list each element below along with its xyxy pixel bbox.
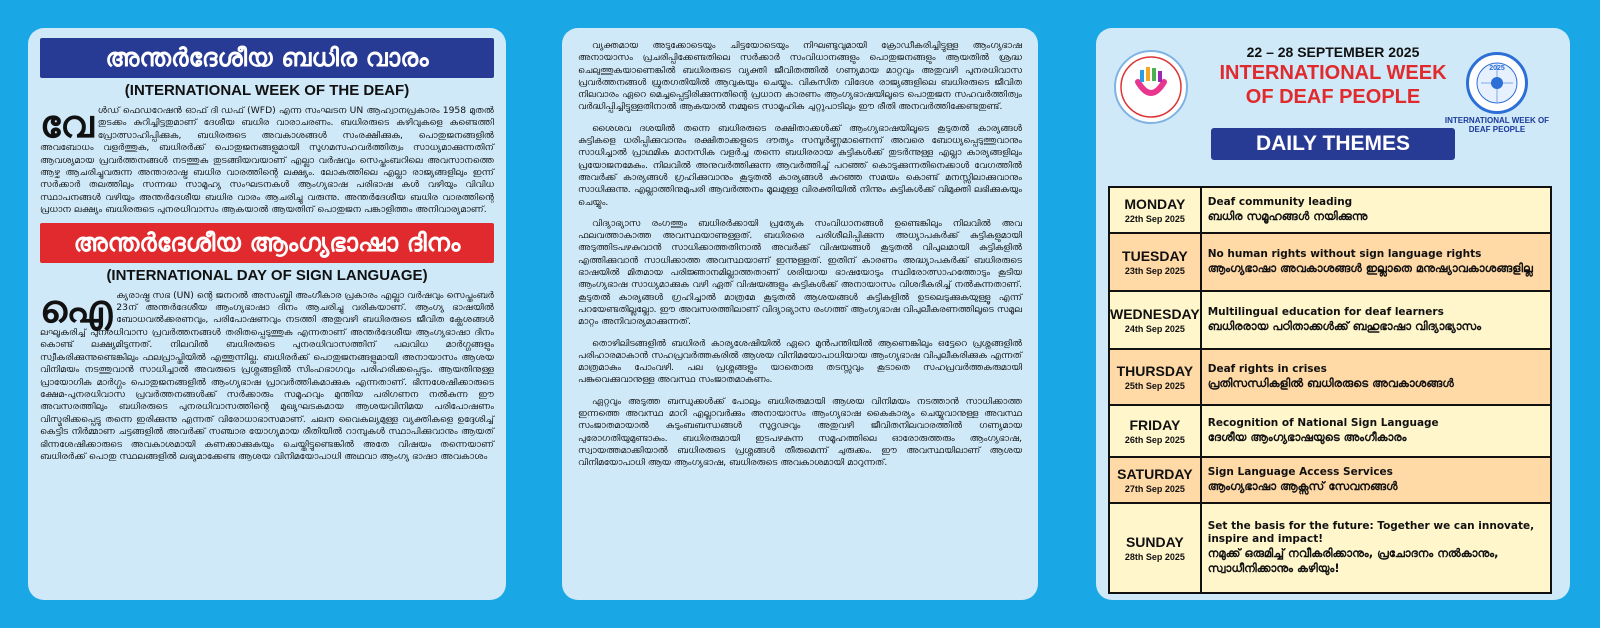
theme-en: Set the basis for the future: Together we can innovate, inspire and impact! <box>1207 520 1535 545</box>
district-association-logo <box>1114 50 1188 124</box>
theme-cell <box>1201 349 1551 405</box>
day-name: FRIDAY <box>1129 417 1181 433</box>
daily-themes-heading: DAILY THEMES <box>1211 128 1455 160</box>
article-paragraph: തൊഴിലിടങ്ങളിൽ ബധിരർ കാര്യശേഷിയിൽ ഏറെ മുൻപന്തിയിൽ ആണെങ്കിലും ഒട്ടേറെ പ്രശ്നങ്ങളിൽ പരിഹാരമാകാൻ സഹപ്രവർത്തകരിൽ ആശയ വിനിമയോപാധിയായ ആംഗ്യഭാഷ വിപുലീകരിക്കുക എന്നത് മാത്രമാകും പോംവഴി. പല പ്രശ്നങ്ങളും യാതൊരു തടസ്സവും കൂടാതെ സഹപ്രവർത്തകരുമായി പങ്കുവെക്കുവാനുള്ള അവസ്ഥ സംജാതമാകണം. <box>578 338 1022 386</box>
day-date: 27th Sep 2025 <box>1124 484 1185 494</box>
deaf-week-text: ൾഡ് ഫെഡറേഷൻ ഓഫ് ദി ഡഫ് (WFD) എന്ന സംഘടന UN ആഹ്വാനപ്രകാരം 1958 മുതൽ തുടക്കം കുറിച്ചിട്ടതുമാണ് ദേശീയ ബധിര വാരാചരണം. ബധിരരുടെ കഴിവുകളെ കണ്ടെത്തി പ്രോത്സാഹിപ്പിക്കുക, ബധിരരുടെ അവകാശങ്ങൾ സംരക്ഷിക്കുക, പൊതുജനങ്ങളിൽ അവബോധം വളർത്തുക, ബധിരർക്ക് പൊതുജനങ്ങളുമായി സുഗമസഹവർത്തിത്വം സാധ്യമാക്കുന്നതിന് ആവശ്യമായ പ്രവർത്തനങ്ങൾ നടത്തുക തുടങ്ങിയവയാണ് എല്ലാ വർഷവും സെപ്തംബറിലെ അവസാനത്തെ ആഴ്ച ആചരിച്ചുവരുന്ന അന്താരാഷ്ട്ര ബധിര വാരത്തിന്റെ ലക്ഷ്യം. ലോകത്തിലെ എല്ലാ രാജ്യങ്ങളിലും ഇന്ന് സർക്കാർ തലത്തിലും സന്നദ്ധ സാമൂഹ്യ സംഘടനകൾ ആംഗ്യഭാഷ പരിഭാഷ കൾ വഴിയും വിവിധ സ്ഥാപനങ്ങൾ വഴിയും അന്തർദേശീയ ബധിര വാരം ആചരിച്ചു വരുന്നു. അന്തർദേശീയ ബധിര വാരത്തിന്റെ പ്രധാന ലക്ഷ്യം ബധിരരുടെ പുനരധിവാസം ആകയാൽ ആയതിന് പൊതുജന പങ്കാളിത്തം അനിവാര്യമാണ്. <box>40 105 494 216</box>
globe-icon <box>1466 52 1528 114</box>
day-name: MONDAY <box>1124 196 1186 212</box>
title-line-1: INTERNATIONAL WEEK <box>1219 62 1447 84</box>
day-name: THURSDAY <box>1116 363 1194 379</box>
theme-row-tuesday <box>1109 233 1551 291</box>
banner-deaf-week-en: (INTERNATIONAL WEEK OF THE DEAF) <box>124 82 410 99</box>
theme-ml: ബധിര സമൂഹങ്ങൾ നയിക്കുന്നു <box>1207 209 1368 223</box>
theme-cell <box>1201 187 1551 233</box>
day-cell <box>1109 503 1201 593</box>
hand-logo-icon <box>1116 52 1186 122</box>
logo-year: 2025 <box>1489 65 1505 72</box>
drop-cap-2: ഐ <box>40 286 113 331</box>
article-paragraph: വ്യക്തമായ അടുക്കോടെയും ചിട്ടയോടെയും നിഘണ്ടുവുമായി ക്രോഡീകരിച്ചിട്ടുള്ള ആംഗ്യഭാഷ അനായാസം പ്രചരിപ്പിക്കേണ്ടതിലെ സർക്കാർ സംവിധാനങ്ങളും പൊതുജനങ്ങളും ആയതിൽ ശ്രദ്ധ ചെലുത്തുകയാണെങ്കിൽ ബധിരരുടെ വ്യക്തി ജീവിതത്തിൽ ഗണ്യമായ മാറ്റവും അതുവഴി പുനരധിവാസ പ്രവർത്തനങ്ങൾ ധ്രുതഗതിയിൽ ആവുകയും ചെയ്യും. വികസിത വിദേശ രാജ്യങ്ങളിലെ ബധിരരുടെ ജീവിത നിലവാരം ഏറെ മെച്ചപ്പെട്ടിരിക്കുന്നതിന്റെ പ്രധാന കാരണം ആംഗ്യഭാഷയിലൂടെ പൊതുജന സഹവർത്തിത്വം വർദ്ധിപ്പിച്ചിട്ടുള്ളതിനാൽ ആകയാൽ നമ്മുടെ സാമൂഹിക ചുറ്റുപാടിലും ഈ രീതി അനവർത്തിക്കേണ്ടതുണ്ട്. <box>578 41 1022 113</box>
theme-row-sunday <box>1109 503 1551 593</box>
article-paragraph: ഏറ്റവും അടുത്ത ബന്ധുക്കൾക്ക് പോലും ബധിരരുമായി ആശയ വിനിമയം നടത്താൻ സാധിക്കാത്ത ഇന്നത്തെ അവസ്ഥ മാറി എല്ലാവർക്കും അനായാസം ആംഗ്യഭാഷ കൈകാര്യം ചെയ്യുവാനുള്ള അവസ്ഥ സംജാതമായാൽ കുടുംബബന്ധങ്ങൾ സുദൃഢവും അതുവഴി ജീവിതനിലവാരത്തിൽ ഗണ്യമായ പുരോഗതിയുമുണ്ടാകും. ബധിരരുമായി ഇടപഴകുന്ന സമൂഹത്തിലെ ഓരോരുത്തരും ആംഗ്യഭാഷ, സ്വായത്തമാക്കിയാൽ ബധിരരുടെ പ്രശ്നങ്ങൾ തീരുമെന്ന് ചുരുക്കം. ഈ അവസ്ഥയിലാണ് ആശയ വിനിമയോപാധി ആയ ആംഗ്യഭാഷ, ബധിരരുടെ അവകാശമായി മാറുന്നത്. <box>578 396 1022 469</box>
article-paragraph: ശൈശവ ദശയിൽ തന്നെ ബധിരരുടെ രക്ഷിതാക്കൾക്ക് ആംഗ്യഭാഷയിലൂടെ കൂടുതൽ കാര്യങ്ങൾ കുട്ടികളെ ധരിപ്പിക്കുവാനും രക്ഷിതാക്കളുടെ ദൗത്യം സമ്പൂർണ്ണമാണെന്ന് അവരെ ബോധ്യപ്പെടുത്തുവാനും സാധിച്ചാൽ പ്രാഥമിക മാനസിക വളർച്ച തന്നെ ബധിരരായ കുട്ടികൾക്ക് തുടർന്നുള്ള എല്ലാ കാര്യങ്ങളിലും പ്രയോജനമേകും. നിലവിൽ അനുവർത്തിക്കുന്ന ആവർത്തിച്ച് പറഞ്ഞ് കൊടുക്കുന്നതിനെക്കാൾ വേഗത്തിൽ അവർക്ക് കാര്യങ്ങൾ ഗ്രഹിക്കുവാനും കൂടുതൽ കാര്യങ്ങൾ കുറഞ്ഞ സമയം കൊണ്ട് മനസ്സിലാക്കുവാനും സാധിക്കുന്നു. എല്ലാത്തിനുമുപരി ആവർത്തനം മൂലമുള്ള വിരക്തിയിൽ നിന്നും കുട്ടികൾക്ക് വിമുക്തി ലഭിക്കുകയും ചെയ്യും. <box>578 123 1022 208</box>
drop-cap-1: വേ <box>40 102 94 146</box>
panel-left <box>28 28 506 600</box>
panel-middle <box>562 28 1038 600</box>
theme-ml: ആംഗ്യഭാഷാ അവകാശങ്ങൾ ഇല്ലാതെ മനുഷ്യാവകാശങ്ങളില്ല <box>1207 261 1533 275</box>
day-cell <box>1109 187 1201 233</box>
theme-row-wednesday <box>1109 291 1551 349</box>
theme-ml: പ്രതിസന്ധികളിൽ ബധിരരുടെ അവകാശങ്ങൾ <box>1207 376 1454 390</box>
daily-themes-table <box>1108 186 1552 594</box>
panel-right <box>1096 28 1570 600</box>
day-date: 24th Sep 2025 <box>1124 324 1185 334</box>
day-cell <box>1109 233 1201 291</box>
day-name: SUNDAY <box>1125 534 1184 550</box>
day-date: 28th Sep 2025 <box>1124 552 1185 562</box>
iwdp-logo-label: INTERNATIONAL WEEK OF DEAF PEOPLE <box>1444 116 1550 134</box>
theme-ml: ദേശീയ ആംഗ്യഭാഷയുടെ അംഗീകാരം <box>1207 430 1407 444</box>
theme-en: Deaf rights in crises <box>1207 363 1327 375</box>
theme-ml: ബധിരരായ പഠിതാക്കൾക്ക് ബഹുഭാഷാ വിദ്യാഭ്യാസം <box>1207 319 1482 333</box>
theme-en: Multilingual education for deaf learners <box>1207 306 1444 318</box>
day-cell <box>1109 405 1201 457</box>
theme-en: No human rights without sign language rights <box>1207 248 1482 260</box>
title-line-2: OF DEAF PEOPLE <box>1245 86 1421 108</box>
day-date: 23th Sep 2025 <box>1124 266 1185 276</box>
theme-row-monday <box>1109 187 1551 233</box>
theme-row-friday <box>1109 405 1551 457</box>
theme-cell <box>1201 503 1551 593</box>
theme-cell <box>1201 457 1551 503</box>
theme-ml: നമുക്ക് ഒരുമിച്ച് നവീകരിക്കാനും, പ്രചോദനം നൽകാനും, സ്വാധീനിക്കാനും കഴിയും! <box>1207 546 1499 575</box>
date-range: 22 – 28 SEPTEMBER 2025 <box>1246 44 1420 60</box>
day-name: SATURDAY <box>1117 466 1193 482</box>
theme-cell <box>1201 233 1551 291</box>
theme-row-saturday <box>1109 457 1551 503</box>
theme-cell <box>1201 405 1551 457</box>
day-name: TUESDAY <box>1122 248 1188 264</box>
day-cell <box>1109 291 1201 349</box>
iwdp-logo <box>1442 52 1552 134</box>
theme-cell <box>1201 291 1551 349</box>
theme-en: Deaf community leading <box>1207 196 1353 208</box>
day-date: 22th Sep 2025 <box>1124 214 1185 224</box>
day-date: 25th Sep 2025 <box>1124 381 1185 391</box>
theme-row-thursday <box>1109 349 1551 405</box>
article-paragraph: വിദ്യാഭ്യാസ രംഗത്തും ബധിരർക്കായി പ്രത്യേക സംവിധാനങ്ങൾ ഉണ്ടെങ്കിലും നിലവിൽ അവ ഫലവത്താകാത്ത അവസ്ഥയാണുള്ളത്. ബധിരരെ പരിശീലിപ്പിക്കുന്ന അധ്യാപകർക്ക് കുട്ടികളുമായി അടുത്തിടപഴകുവാൻ സാധിക്കാത്തതിനാൽ അവർക്ക് വിഷയങ്ങൾ കൂടുതൽ വിപുലമായി കുട്ടികളിൽ എത്തിക്കുവാൻ സാധിക്കാത്ത അവസ്ഥയാണ് ഇന്നുള്ളത്. ഇതിന് കാരണം അദ്ധ്യാപകർക്ക് ബധിരരുടെ ഭാഷയിൽ മിതമായ പരിജ്ഞാനമില്ലാത്തതാണ് ശരിയായ ഭാഷയോടും സ്ഥിരോത്സാഹത്തോടും കൂടിയ ആംഗ്യഭാഷ സാധ്യമാക്കുക വഴി ഏത് വിഷയങ്ങളും കുട്ടികൾക്ക് അനായാസം വിശദീകരിച്ച് നൽകുന്നതാണ്. കൂടുതൽ കാര്യങ്ങൾ ഗ്രഹിച്ചാൽ മാത്രമേ കൂടുതൽ ആശയങ്ങൾ കുട്ടികളിൽ ഉടലെടുക്കുകയുള്ളൂ എന്ന് പറയേണ്ടതില്ലല്ലോ. ഈ അവസരത്തിലാണ് വിദ്യാഭ്യാസ രംഗത്ത് ആംഗ്യഭാഷ വിപുലീകരണത്തിലൂടെ സമൂല മാറ്റം അനിവാര്യമാക്കുന്നത്. <box>578 218 1022 328</box>
theme-en: Sign Language Access Services <box>1207 466 1393 478</box>
day-cell <box>1109 349 1201 405</box>
sign-language-text: ക്യരാഷ്ട്ര സഭ (UN) ന്റെ ജനറൽ അസംബ്ലി അംഗീകാര പ്രകാരം എല്ലാ വർഷവും സെപ്തംബർ 23ന് അന്തർദേശീയ ആംഗ്യഭാഷാ ദിനം ആചരിച്ചു വരികയാണ്. ആംഗ്യ ഭാഷയിൽ ബോധവൽക്കരണവും, പരിപോഷണവും നടത്തി അതുവഴി ബധിരരുടെ ജീവിത ക്ലേശങ്ങൾ ലഘൂകരിച്ച് പുനരധിവാസ പ്രവർത്തനങ്ങൾ തരിതപ്പെടുത്തുക എന്നതാണ് അന്തർദേശീയ ആംഗ്യഭാഷാ ദിനം കൊണ്ട് ലക്ഷ്യമിടുന്നത്. നിലവിൽ ബധിരരുടെ പുനരധിവാസത്തിന് പലവിധ മാർഗ്ഗങ്ങളും സ്വീകരിക്കുന്നുണ്ടെങ്കിലും ഫലപ്രാപ്തിയിൽ എത്തുന്നില്ല. ബധിരർക്ക് പൊതുജനങ്ങളുമായി അനായാസം ആശയ വിനിമയം നടത്തുവാൻ സാധിച്ചാൽ അവരുടെ പ്രശ്നങ്ങളിൽ സിംഹഭാഗവും പരിഹരിക്കപ്പെടും. ആയതിനുള്ള പ്രായോഗിക മാർഗ്ഗം പൊതുജനങ്ങളിൽ ആംഗ്യഭാഷ പ്രാവർത്തികമാക്കുക എന്നതാണ്. ഭിന്നശേഷിക്കാരുടെ ക്ഷേമ-പുനരധിവാസ പ്രവർത്തനങ്ങൾക്ക് സർക്കാരും സമൂഹവും മുന്തിയ പരിഗണന നൽകുന്ന ഈ അവസരത്തിലും ബധിരരുടെ പുനരധിവാസത്തിന്റെ മുഖ്യഘടകമായ ആശയവിനിമയ പരിപോഷണം വിസ്മരിക്കപ്പെട്ടു തന്നെ ഇരിക്കുന്നു എന്നത് വിരോധാഭാസമാണ്. ചലന വൈകല്യമുള്ള വ്യക്തികളെ ഉദ്ദേശിച്ച് കെട്ടിട നിർമ്മാണ ചട്ടങ്ങളിൽ അവർക്ക് സഞ്ചാര യോഗ്യമായ രീതിയിൽ റാമ്പുകൾ സ്ഥാപിക്കുവാനും ആയത് ഭിന്നശേഷിക്കാരുടെ അവകാശമായി കണക്കാക്കുകയും ചെയ്തിട്ടുണ്ടെങ്കിൽ അതേ വിഷയം തന്നെയാണ് ബധിരർക്ക് പൊതു സ്ഥലങ്ങളിൽ ലഭ്യമാക്കേണ്ട ആശയ വിനിമയോപാധി അഥവാ ആംഗ്യ ഭാഷാ അവകാശം <box>40 289 494 462</box>
day-name: WEDNESDAY <box>1110 306 1200 322</box>
theme-en: Recognition of National Sign Language <box>1207 417 1439 429</box>
day-cell <box>1109 457 1201 503</box>
banner-sign-language-day-ml: അന്തർദേശീയ ആംഗ്യഭാഷാ ദിനം <box>40 223 494 263</box>
day-date: 26th Sep 2025 <box>1124 435 1185 445</box>
deaf-week-paragraph <box>40 102 494 217</box>
theme-ml: ആംഗ്യഭാഷാ ആക്സസ് സേവനങ്ങൾ <box>1207 479 1398 493</box>
sign-language-paragraph <box>40 286 494 464</box>
banner-deaf-week-ml: അന്തർദേശീയ ബധിര വാരം <box>40 38 494 78</box>
banner-sign-language-day-en: (INTERNATIONAL DAY OF SIGN LANGUAGE) <box>106 266 428 284</box>
